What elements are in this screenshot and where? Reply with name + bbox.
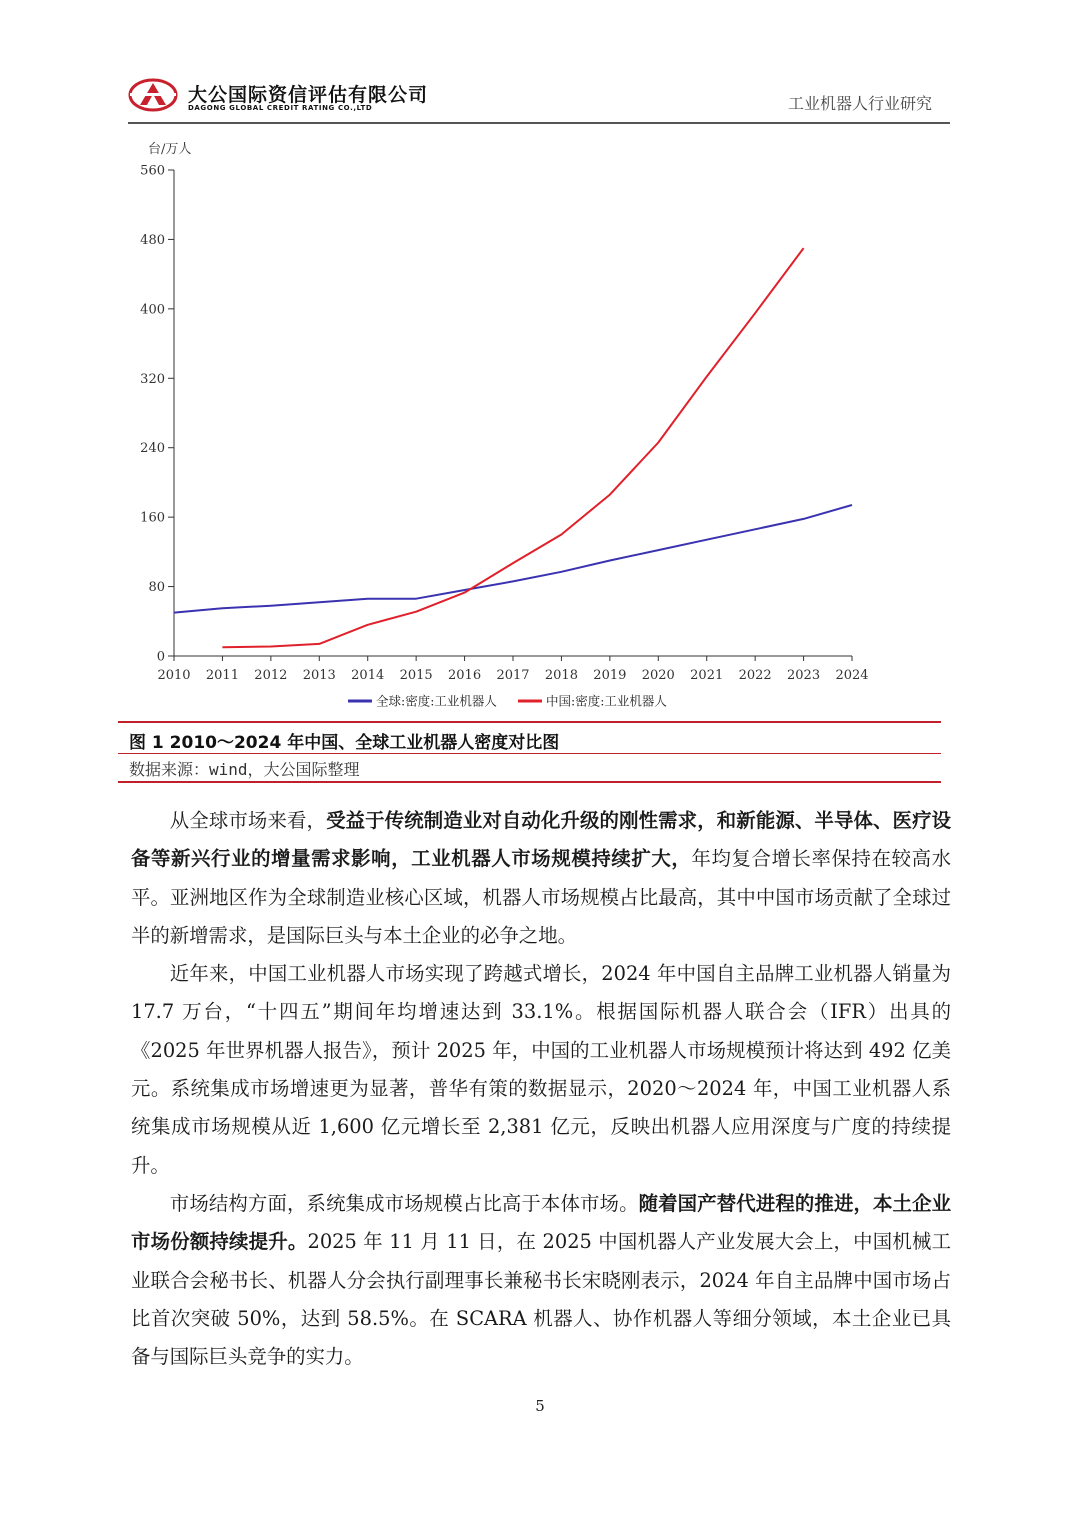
- chart-axes: [140, 164, 868, 684]
- series-line-global: [174, 505, 852, 613]
- x-tick-label: 2012: [254, 668, 288, 683]
- series-line-china: [222, 248, 803, 647]
- page-header: [128, 72, 950, 124]
- robot-density-line-chart: [128, 135, 908, 715]
- p3-emphasis: 随着国产替代进程的推进，本土企业市场份额持续提升。: [131, 1191, 952, 1254]
- x-tick-label: 2014: [351, 668, 385, 683]
- y-tick-label: 400: [140, 302, 165, 318]
- y-tick-label: 0: [156, 649, 165, 665]
- x-tick-label: 2024: [835, 668, 869, 683]
- y-tick-label: 80: [148, 580, 165, 596]
- figure-top-rule: [118, 721, 941, 723]
- org-name: 大公国际资信评估有限公司: [188, 84, 429, 106]
- figure-caption: 图 1 2010～2024 年中国、全球工业机器人密度对比图: [129, 733, 560, 753]
- x-tick-label: 2018: [544, 668, 578, 683]
- body-text: [131, 802, 951, 1376]
- document-title: 工业机器人行业研究: [787, 94, 932, 113]
- y-tick-label: 560: [140, 163, 165, 179]
- p3-lead: 市场结构方面，系统集成市场规模占比高于本体市场。: [169, 1191, 639, 1215]
- legend-label-global: 全球:密度:工业机器人: [376, 693, 497, 709]
- figure-bottom-rule: [118, 781, 941, 783]
- y-axis-label: 台/万人: [148, 142, 192, 157]
- x-tick-label: 2013: [302, 668, 336, 683]
- p3-rest: 2025 年 11 月 11 日，在 2025 中国机器人产业发展大会上，中国机械工业联合会秘书长、机器人分会执行副理事长兼秘书长宋晓刚表示，2024 年自主品牌中国市场占比首次突破 50%，达到 58.5%。在 SCARA 机器人、协作机器人等细分领域，本土企业已具备与国际巨头竞争的实力。: [131, 1230, 951, 1369]
- figure-source: 数据来源：wind，大公国际整理: [129, 760, 360, 779]
- x-tick-label: 2011: [205, 668, 239, 683]
- org-name-en: DAGONG GLOBAL CREDIT RATING CO.,LTD: [188, 104, 373, 112]
- figure-mid-rule: [118, 753, 941, 754]
- y-tick-label: 240: [140, 441, 165, 457]
- x-tick-label: 2020: [641, 668, 675, 683]
- chart-legend: [348, 694, 667, 709]
- paragraph-3: [131, 1185, 951, 1376]
- legend-label-china: 中国:密度:工业机器人: [546, 693, 667, 709]
- chart-series: [174, 248, 852, 647]
- x-tick-label: 2023: [787, 668, 821, 683]
- paragraph-2: 近年来，中国工业机器人市场实现了跨越式增长，2024 年中国自主品牌工业机器人销量为 17.7 万台，“十四五”期间年均增速达到 33.1%。根据国际机器人联合会（IFR）出具的《2025 年世界机器人报告》，预计 2025 年，中国的工业机器人市场规模预计将达到 492 亿美元。系统集成市场增速更为显著，普华有策的数据显示，2020～2024 年，中国工业机器人系统集成市场规模从近 1,600 亿元增长至 2,381 亿元，反映出机器人应用深度与广度的持续提升。: [131, 962, 951, 1177]
- x-tick-label: 2015: [399, 668, 433, 683]
- page-number: 5: [535, 1397, 545, 1415]
- x-tick-label: 2016: [448, 668, 482, 683]
- x-tick-label: 2010: [157, 668, 191, 683]
- x-tick-label: 2019: [593, 668, 627, 683]
- p1-lead: 从全球市场来看，: [169, 809, 327, 832]
- p1-rest: 年均复合增长率保持在较高水平。亚洲地区作为全球制造业核心区域，机器人市场规模占比最高，其中中国市场贡献了全球过半的新增需求，是国际巨头与本土企业的必争之地。: [131, 847, 952, 947]
- y-tick-label: 480: [140, 232, 165, 248]
- p1-emphasis: 受益于传统制造业对自动化升级的刚性需求，和新能源、半导体、医疗设备等新兴行业的增量需求影响，工业机器人市场规模持续扩大，: [131, 809, 952, 871]
- x-tick-label: 2021: [690, 668, 724, 683]
- x-tick-label: 2017: [496, 668, 530, 683]
- header-divider: [128, 122, 950, 124]
- paragraph-1: [131, 802, 951, 955]
- dagong-logo-icon: [128, 78, 178, 112]
- x-tick-label: 2022: [738, 668, 772, 683]
- y-tick-label: 320: [140, 371, 165, 387]
- y-tick-label: 160: [140, 510, 165, 526]
